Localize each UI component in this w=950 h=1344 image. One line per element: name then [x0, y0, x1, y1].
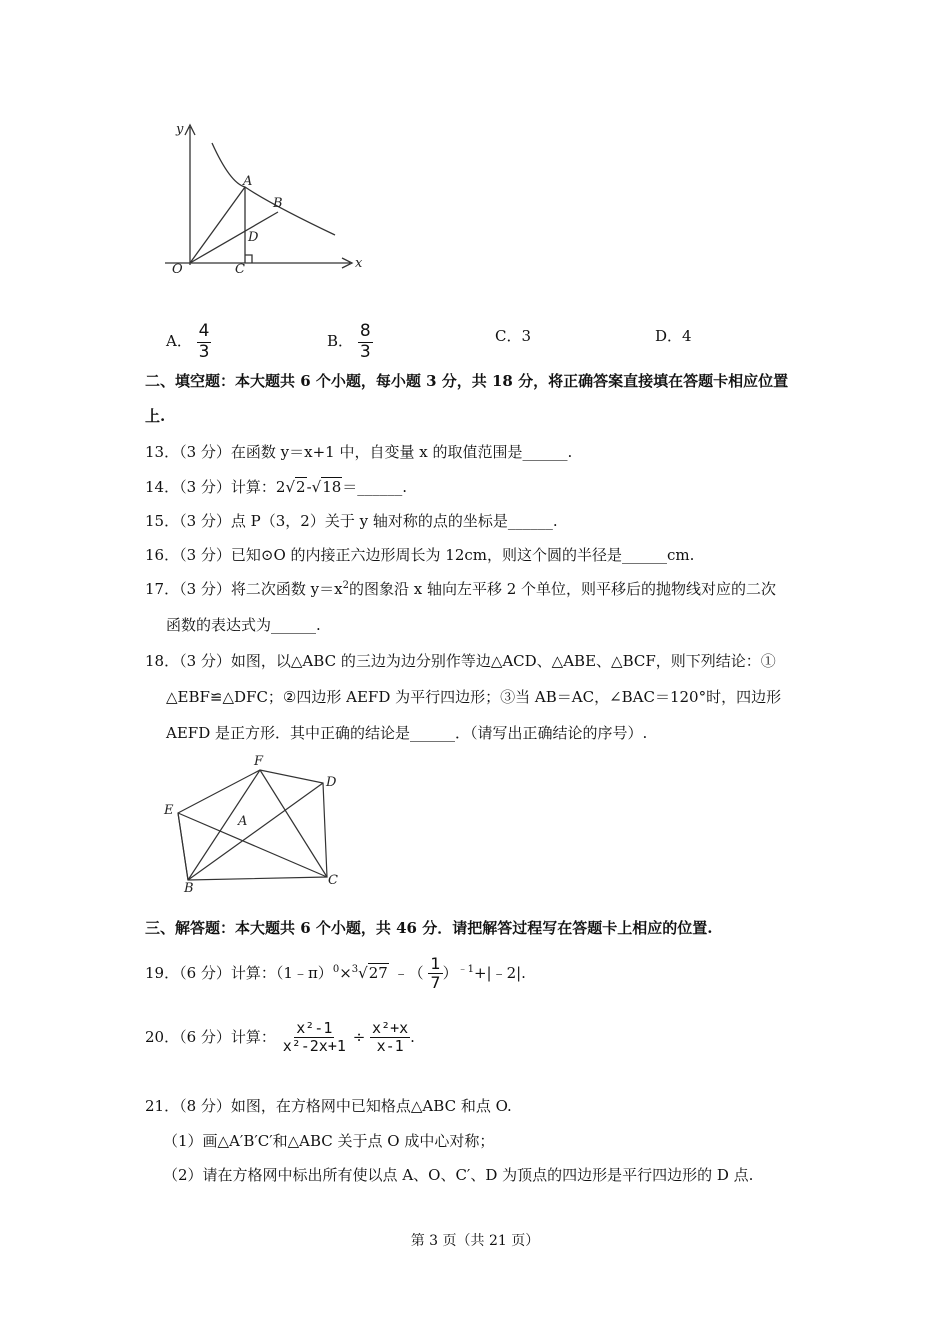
option-b-num: 8: [359, 321, 371, 341]
segment-oa: [190, 187, 245, 263]
section3-header: 三、解答题：本大题共 6 个小题，共 46 分．请把解答过程写在答题卡上相应的位置.: [145, 919, 713, 937]
question-18-line2: △EBF≌△DFC；②四边形 AEFD 为平行四边形；③当 AB＝AC，∠BAC＝120°时，四边形: [166, 688, 782, 706]
figure-triangles: [160, 750, 350, 895]
question-13: 13．（3 分）在函数 y＝x+1 中，自变量 x 的取值范围是______.: [145, 443, 573, 461]
label-b: B: [273, 196, 283, 211]
segment-ob: [190, 212, 278, 263]
option-b-den: 3: [359, 341, 371, 362]
label-c2: C: [328, 873, 338, 888]
q19-minus: ﹣（: [393, 963, 424, 982]
question-17-line1: [145, 578, 776, 599]
option-a-fraction: [197, 322, 212, 362]
label-o: O: [172, 262, 183, 277]
option-a-den: 3: [198, 341, 210, 362]
option-d: D．4: [655, 327, 692, 345]
label-x: x: [355, 256, 363, 271]
question-21-line3: （2）请在方格网中标出所有使以点 A、O、C′、D 为顶点的四边形是平行四边形的 D 点.: [163, 1166, 754, 1184]
q19-frac-num: 1: [430, 954, 441, 973]
q20-frac1-den: x²-2x+1: [282, 1037, 346, 1056]
option-b-fraction: [358, 322, 373, 362]
label-a: A: [243, 174, 253, 189]
question-19: 19．（6 分）计算：（1﹣π）$^0$×$^3$√27 ﹣（ $\frac{1}{7}$ ）$^{﹣1}$+|﹣2|.: [145, 954, 526, 993]
q19-end: +|﹣2|.: [473, 963, 526, 982]
q20-fraction2: [370, 1020, 410, 1056]
segment-be: [178, 813, 188, 880]
q20-frac2-num: x²+x: [372, 1019, 409, 1037]
question-16: 16．（3 分）已知⊙O 的内接正六边形周长为 12cm，则这个圆的半径是______cm.: [145, 546, 695, 564]
q20-div: ÷: [352, 1027, 366, 1046]
hyperbola-curve: [212, 143, 335, 235]
section2-header-line1: 二、填空题：本大题共 6 个小题，每小题 3 分，共 18 分，将正确答案直接填在答题卡相应位置: [145, 372, 789, 390]
option-b: [327, 322, 373, 362]
outline-pentagon: [178, 770, 327, 880]
option-a: [166, 322, 211, 362]
question-20: [145, 1020, 415, 1056]
page-footer: 第 3 页（共 21 页）: [410, 1233, 540, 1249]
q19-tail: ）: [442, 963, 458, 982]
q14-root1: 2: [296, 478, 306, 496]
q14-prefix: 14．（3 分）计算：2: [145, 478, 286, 496]
question-18-line1: 18．（3 分）如图，以△ABC 的三边为边分别作等边△ACD、△ABE、△BCF，则下列结论：①: [145, 652, 776, 670]
right-angle-mark: [245, 255, 252, 263]
q19-root-index: 3: [351, 963, 359, 975]
q14-minus: -: [306, 478, 312, 496]
label-c: C: [235, 262, 245, 277]
option-c: C．3: [495, 327, 532, 345]
q20-fraction1: [281, 1020, 348, 1056]
q19-exp0: 0: [332, 963, 340, 975]
label-f: F: [254, 754, 264, 769]
question-15: 15．（3 分）点 P（3，2）关于 y 轴对称的点的坐标是______.: [145, 512, 558, 530]
label-a2: A: [238, 814, 248, 829]
question-18-line3: AEFD 是正方形．其中正确的结论是______．（请写出正确结论的序号）.: [166, 724, 648, 742]
label-d2: D: [326, 775, 337, 790]
q20-end: .: [410, 1027, 415, 1046]
question-14: 14．（3 分）计算：2√2-√18＝______.: [145, 478, 408, 496]
q17-superscript: 2: [342, 580, 349, 591]
q20-frac2-den: x-1: [376, 1037, 404, 1056]
question-17-line2: 函数的表达式为______.: [166, 616, 321, 634]
q19-root-value: 27: [368, 963, 388, 982]
q17-part-a: 17．（3 分）将二次函数 y＝x: [145, 580, 343, 598]
q19-frac-den: 7: [430, 973, 441, 993]
segment-fb: [188, 770, 260, 880]
label-y: y: [176, 122, 184, 137]
option-a-prefix: A．: [166, 332, 192, 351]
segment-fc: [260, 770, 327, 877]
q17-part-b: 的图象沿 x 轴向左平移 2 个单位，则平移后的抛物线对应的二次: [348, 580, 777, 598]
label-d: D: [248, 230, 259, 245]
q19-fraction: [428, 955, 442, 993]
label-e: E: [164, 803, 174, 818]
q20-frac1-num: x²-1: [296, 1019, 333, 1037]
q19-exp1: ﹣1: [457, 963, 474, 975]
figure-hyperbola: [160, 115, 375, 285]
q19-prefix: 19．（6 分）计算：（1﹣π）: [145, 963, 333, 982]
q19-times: ×: [339, 963, 352, 982]
q14-root2: 18: [322, 478, 342, 496]
question-21-line2: （1）画△A′B′C′和△ABC 关于点 O 成中心对称；: [163, 1132, 495, 1150]
label-b2: B: [184, 881, 194, 895]
section2-header-line2: 上.: [145, 407, 166, 425]
option-b-prefix: B．: [327, 332, 354, 351]
q20-prefix: 20．（6 分）计算：: [145, 1027, 276, 1046]
option-a-num: 4: [198, 321, 210, 341]
question-21-line1: 21．（8 分）如图，在方格网中已知格点△ABC 和点 O.: [145, 1097, 512, 1115]
segment-ec: [178, 813, 327, 877]
q14-suffix: ＝______.: [342, 478, 408, 496]
